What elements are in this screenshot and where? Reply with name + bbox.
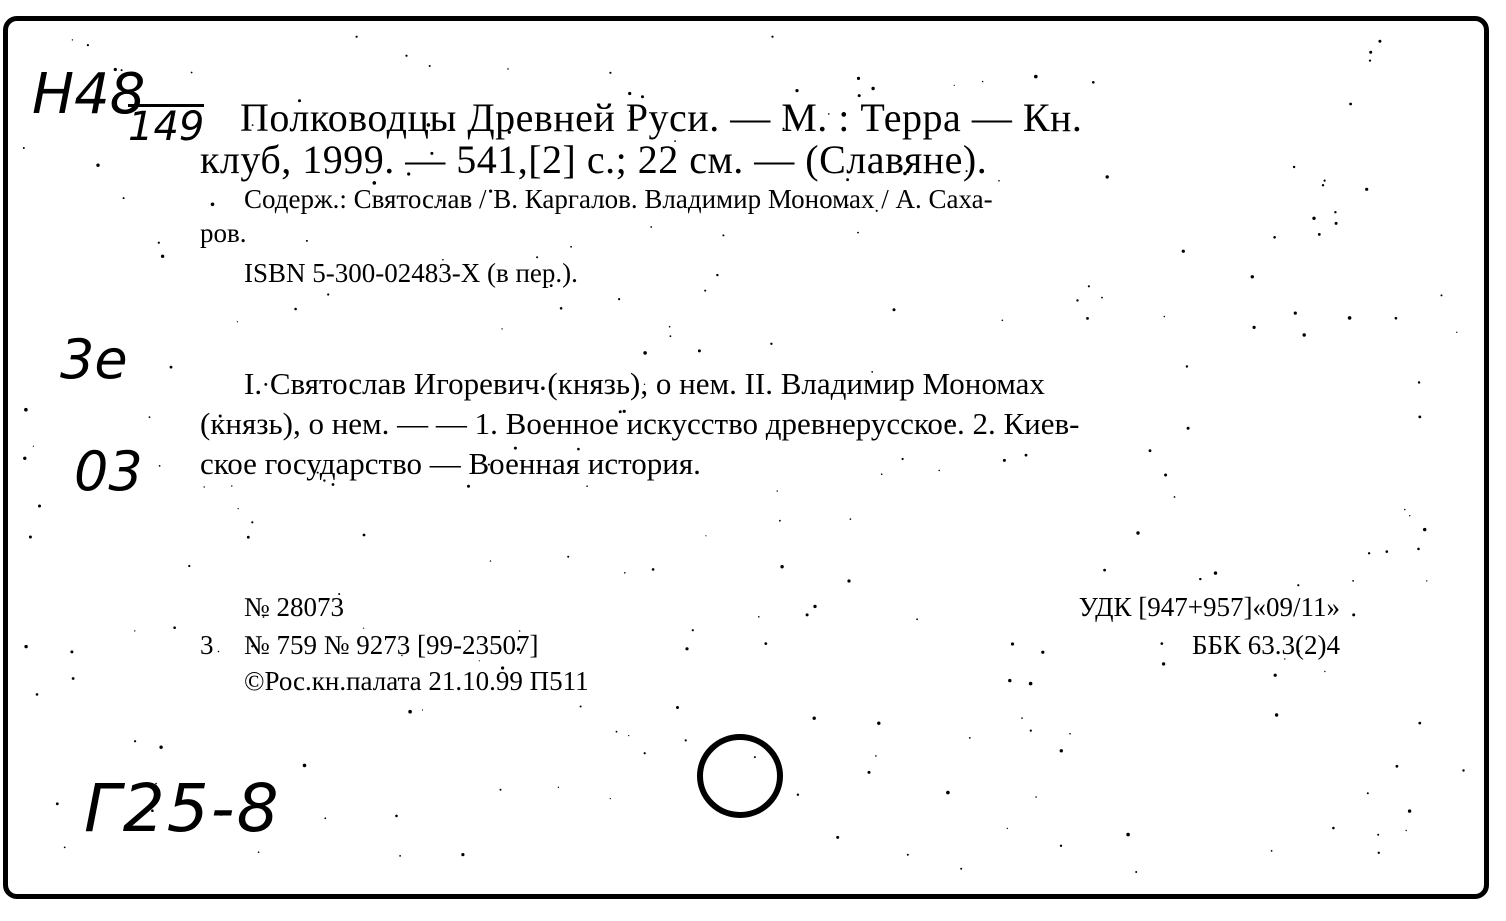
scan-speck [461, 853, 464, 856]
scan-speck [1187, 427, 1190, 430]
scan-speck [1348, 316, 1352, 320]
scan-speck [123, 197, 125, 199]
scan-speck [1199, 578, 1201, 580]
entry-subjects-line-3: ское государство — Военная история. [200, 446, 701, 481]
scan-speck [1322, 184, 1324, 186]
scan-speck [159, 746, 162, 749]
scan-speck [158, 242, 160, 244]
scan-speck [1377, 834, 1379, 836]
scan-speck [1161, 642, 1164, 645]
scan-speck [1253, 326, 1256, 329]
scan-speck [356, 36, 358, 38]
scan-speck [422, 709, 423, 710]
scan-speck [188, 565, 190, 567]
scan-speck [1303, 333, 1306, 336]
scan-speck [429, 65, 431, 67]
scan-speck [777, 490, 778, 491]
footer-numbers-line: № 759 № 9273 [99-23507] [244, 630, 539, 660]
scan-speck [24, 645, 27, 648]
scan-speck [204, 486, 205, 487]
scan-speck [868, 771, 871, 774]
scan-speck [501, 328, 502, 329]
scan-speck [1164, 316, 1166, 318]
footer-bbk: ББК 63.3(2)4 [1192, 630, 1340, 660]
scan-speck [363, 534, 366, 537]
scan-speck [1008, 679, 1011, 682]
scan-speck [813, 717, 816, 720]
entry-contents-line-1: Содерж.: Святослав / В. Каргалов. Владимир Мономах / А. Саха- [244, 184, 993, 214]
scan-speck [1025, 454, 1028, 457]
scan-speck [363, 628, 364, 629]
scan-speck [1378, 40, 1381, 43]
scan-speck [173, 626, 176, 629]
handwritten-code-3e: 3е [60, 328, 128, 391]
scan-speck [1409, 515, 1410, 516]
scan-speck [1378, 852, 1380, 854]
scan-speck [64, 847, 66, 849]
scan-speck [324, 817, 326, 819]
scan-speck [857, 232, 859, 234]
scan-speck [500, 789, 502, 791]
entry-title-line-2: клуб, 1999. — 541,[2] с.; 22 см. — (Славяне). [200, 137, 988, 182]
scan-speck [72, 39, 73, 40]
scan-speck [771, 36, 773, 38]
scan-speck [1332, 827, 1335, 830]
scan-speck [1103, 569, 1106, 572]
scan-speck [24, 408, 28, 412]
scan-speck [134, 630, 135, 631]
scan-speck [170, 366, 173, 369]
scan-speck [1021, 717, 1023, 719]
scan-speck [764, 642, 767, 645]
scan-speck [813, 605, 816, 608]
scan-speck [1417, 548, 1420, 551]
scan-speck [1369, 51, 1372, 54]
scan-speck [643, 351, 647, 355]
scan-speck [779, 520, 781, 522]
scan-speck [704, 290, 706, 292]
scan-speck [1324, 180, 1326, 182]
scan-speck [624, 572, 626, 574]
scan-speck [1186, 365, 1188, 367]
scan-speck [610, 798, 611, 799]
scan-speck [650, 226, 652, 228]
scan-speck [134, 740, 136, 742]
entry-contents-line-2: ров. [200, 218, 247, 248]
scan-speck [969, 737, 971, 739]
scan-speck [1404, 509, 1406, 511]
scan-speck [770, 343, 772, 345]
scan-speck [191, 72, 193, 74]
scan-speck [1335, 222, 1338, 225]
scan-speck [327, 293, 329, 295]
scan-speck [871, 87, 874, 90]
scan-speck [692, 629, 694, 631]
scan-speck [1293, 166, 1295, 168]
scan-speck [1011, 642, 1014, 645]
scan-speck [1275, 713, 1278, 716]
scan-speck [1088, 285, 1090, 287]
scan-speck [1003, 459, 1006, 462]
scan-speck [946, 791, 950, 795]
scan-speck [159, 465, 161, 467]
scan-speck [1030, 730, 1032, 732]
scan-speck [1034, 75, 1038, 79]
scan-speck [1441, 294, 1443, 296]
scan-speck [850, 518, 852, 520]
scan-speck [580, 706, 582, 708]
entry-subjects-line-1: I. Святослав Игоревич (князь), о нем. II. Владимир Мономах [244, 366, 1045, 401]
scan-speck [1136, 531, 1139, 534]
scan-speck [258, 851, 260, 853]
scan-speck [570, 246, 572, 248]
scan-speck [1324, 671, 1325, 672]
scan-speck [490, 560, 491, 561]
scan-speck [670, 335, 672, 337]
scan-speck [1274, 674, 1277, 677]
scan-speck [644, 752, 646, 754]
scan-speck [618, 298, 620, 300]
scan-speck [960, 868, 962, 870]
footer-prefix: 3 [200, 630, 214, 660]
scan-speck [1396, 765, 1399, 768]
scan-speck [1271, 850, 1273, 852]
scan-speck [251, 521, 253, 523]
scan-speck [1029, 682, 1033, 686]
scan-speck [1318, 233, 1321, 236]
scan-speck [795, 89, 798, 92]
scan-speck [1164, 474, 1167, 477]
scan-speck [161, 255, 164, 258]
scan-speck [211, 203, 215, 207]
scan-speck [1386, 550, 1389, 553]
scan-speck [237, 321, 238, 322]
scan-speck [1060, 845, 1062, 847]
scan-speck [1149, 449, 1152, 452]
scan-speck [72, 677, 75, 680]
scan-speck [1312, 217, 1315, 220]
scan-speck [1106, 175, 1109, 178]
scan-speck [1418, 381, 1420, 383]
scan-speck [1418, 722, 1421, 725]
scan-speck [231, 485, 232, 486]
scan-speck [998, 180, 1000, 182]
scan-speck [247, 536, 250, 539]
scan-speck [586, 485, 588, 487]
scan-speck [705, 535, 706, 536]
scan-speck [405, 55, 407, 57]
scan-speck [1092, 81, 1095, 84]
scan-speck [609, 72, 611, 74]
scan-speck [558, 787, 559, 788]
scan-speck [1334, 211, 1336, 213]
entry-isbn: ISBN 5-300-02483-X (в пер.). [244, 258, 578, 288]
scan-speck [780, 565, 783, 568]
scan-speck [36, 693, 39, 696]
scan-speck [1174, 496, 1176, 498]
scan-speck [1367, 792, 1369, 794]
scan-speck [1352, 613, 1355, 616]
scan-speck [916, 618, 918, 620]
scan-speck [238, 508, 239, 509]
entry-title-line: Полководцы Древней Руси. — М. : Терра — Кн. [240, 95, 1083, 140]
scan-speck [507, 68, 509, 70]
scan-speck [982, 81, 984, 83]
scan-speck [1273, 236, 1276, 239]
scan-speck [836, 836, 839, 839]
scan-speck [1365, 188, 1368, 191]
scan-speck [1007, 828, 1008, 829]
scan-speck [467, 485, 470, 488]
scan-speck [875, 755, 877, 757]
scan-speck [806, 613, 809, 616]
scan-speck [1069, 733, 1071, 735]
footer-udk: УДК [947+957]«09/11» [1078, 592, 1340, 622]
scan-speck [716, 274, 718, 276]
scan-speck [1462, 769, 1464, 771]
scan-speck [628, 735, 629, 736]
scan-speck [1423, 528, 1426, 531]
scan-speck [395, 815, 398, 818]
scan-speck [1395, 317, 1398, 320]
scan-speck [797, 794, 799, 796]
entry-subjects-line-2: (князь), о нем. — — 1. Военное искусство древнерусское. 2. Киев- [200, 406, 1080, 441]
scan-speck [1297, 584, 1299, 586]
scan-speck [306, 240, 308, 242]
scan-speck [23, 457, 26, 460]
footer-chamber: ©Рос.кн.палата 21.10.99 П511 [244, 666, 589, 696]
handwritten-code-bottom: Г25-8 [84, 770, 281, 847]
scan-speck [1182, 250, 1185, 253]
scan-speck [23, 147, 25, 149]
scan-speck [1041, 651, 1044, 654]
scan-speck [399, 855, 401, 857]
scan-speck [1035, 796, 1037, 798]
scan-speck [669, 326, 671, 328]
scan-speck [332, 483, 335, 486]
scan-speck [1162, 662, 1165, 665]
handwritten-fraction: 149 [128, 104, 205, 150]
handwritten-code-top: Н48 [32, 62, 146, 127]
scan-speck [1060, 749, 1063, 752]
scan-speck [877, 722, 880, 725]
scan-speck [616, 731, 618, 733]
scan-speck [685, 739, 687, 741]
scan-speck [1135, 871, 1137, 873]
scan-speck [1406, 830, 1407, 831]
footer-number: № 28073 [244, 592, 345, 622]
scan-speck [56, 802, 59, 805]
scan-speck [847, 579, 850, 582]
scan-speck [149, 416, 151, 418]
scan-speck [1368, 552, 1370, 554]
scan-speck [560, 307, 563, 310]
scan-speck [70, 650, 73, 653]
scan-speck [902, 458, 904, 460]
scan-speck [1251, 275, 1254, 278]
scan-speck [1426, 580, 1427, 581]
punch-hole-icon [692, 730, 788, 822]
scan-speck [87, 44, 89, 46]
scan-speck [1456, 332, 1457, 333]
scan-speck [294, 308, 297, 311]
scan-speck [938, 470, 940, 472]
scan-speck [676, 706, 679, 709]
scan-speck [1002, 320, 1004, 322]
scan-speck [758, 616, 760, 618]
scan-speck [38, 505, 41, 508]
scan-speck [303, 764, 307, 768]
scan-speck [1349, 103, 1352, 106]
handwritten-code-03: 03 [74, 440, 143, 503]
scan-speck [685, 647, 688, 650]
scan-speck [857, 77, 860, 80]
scan-speck [1076, 299, 1078, 301]
scan-speck [96, 164, 99, 167]
scan-speck [567, 556, 569, 558]
scan-speck [722, 234, 724, 236]
scan-speck [218, 651, 220, 653]
scan-speck [1369, 60, 1371, 62]
scan-speck [1408, 809, 1411, 812]
scan-speck [652, 568, 655, 571]
scan-speck [1214, 571, 1217, 574]
scan-speck [1418, 416, 1421, 419]
scan-speck [1101, 297, 1103, 299]
scan-speck [954, 85, 955, 86]
scan-speck [29, 536, 32, 539]
scan-speck [893, 308, 896, 311]
scan-speck [1294, 312, 1297, 315]
scan-speck [698, 349, 701, 352]
scan-speck [1126, 833, 1130, 837]
scan-speck [33, 446, 34, 447]
scan-speck [881, 473, 883, 475]
scan-speck [907, 854, 909, 856]
scan-speck [1086, 317, 1089, 320]
scan-speck [1352, 580, 1354, 582]
scan-speck [408, 710, 412, 714]
